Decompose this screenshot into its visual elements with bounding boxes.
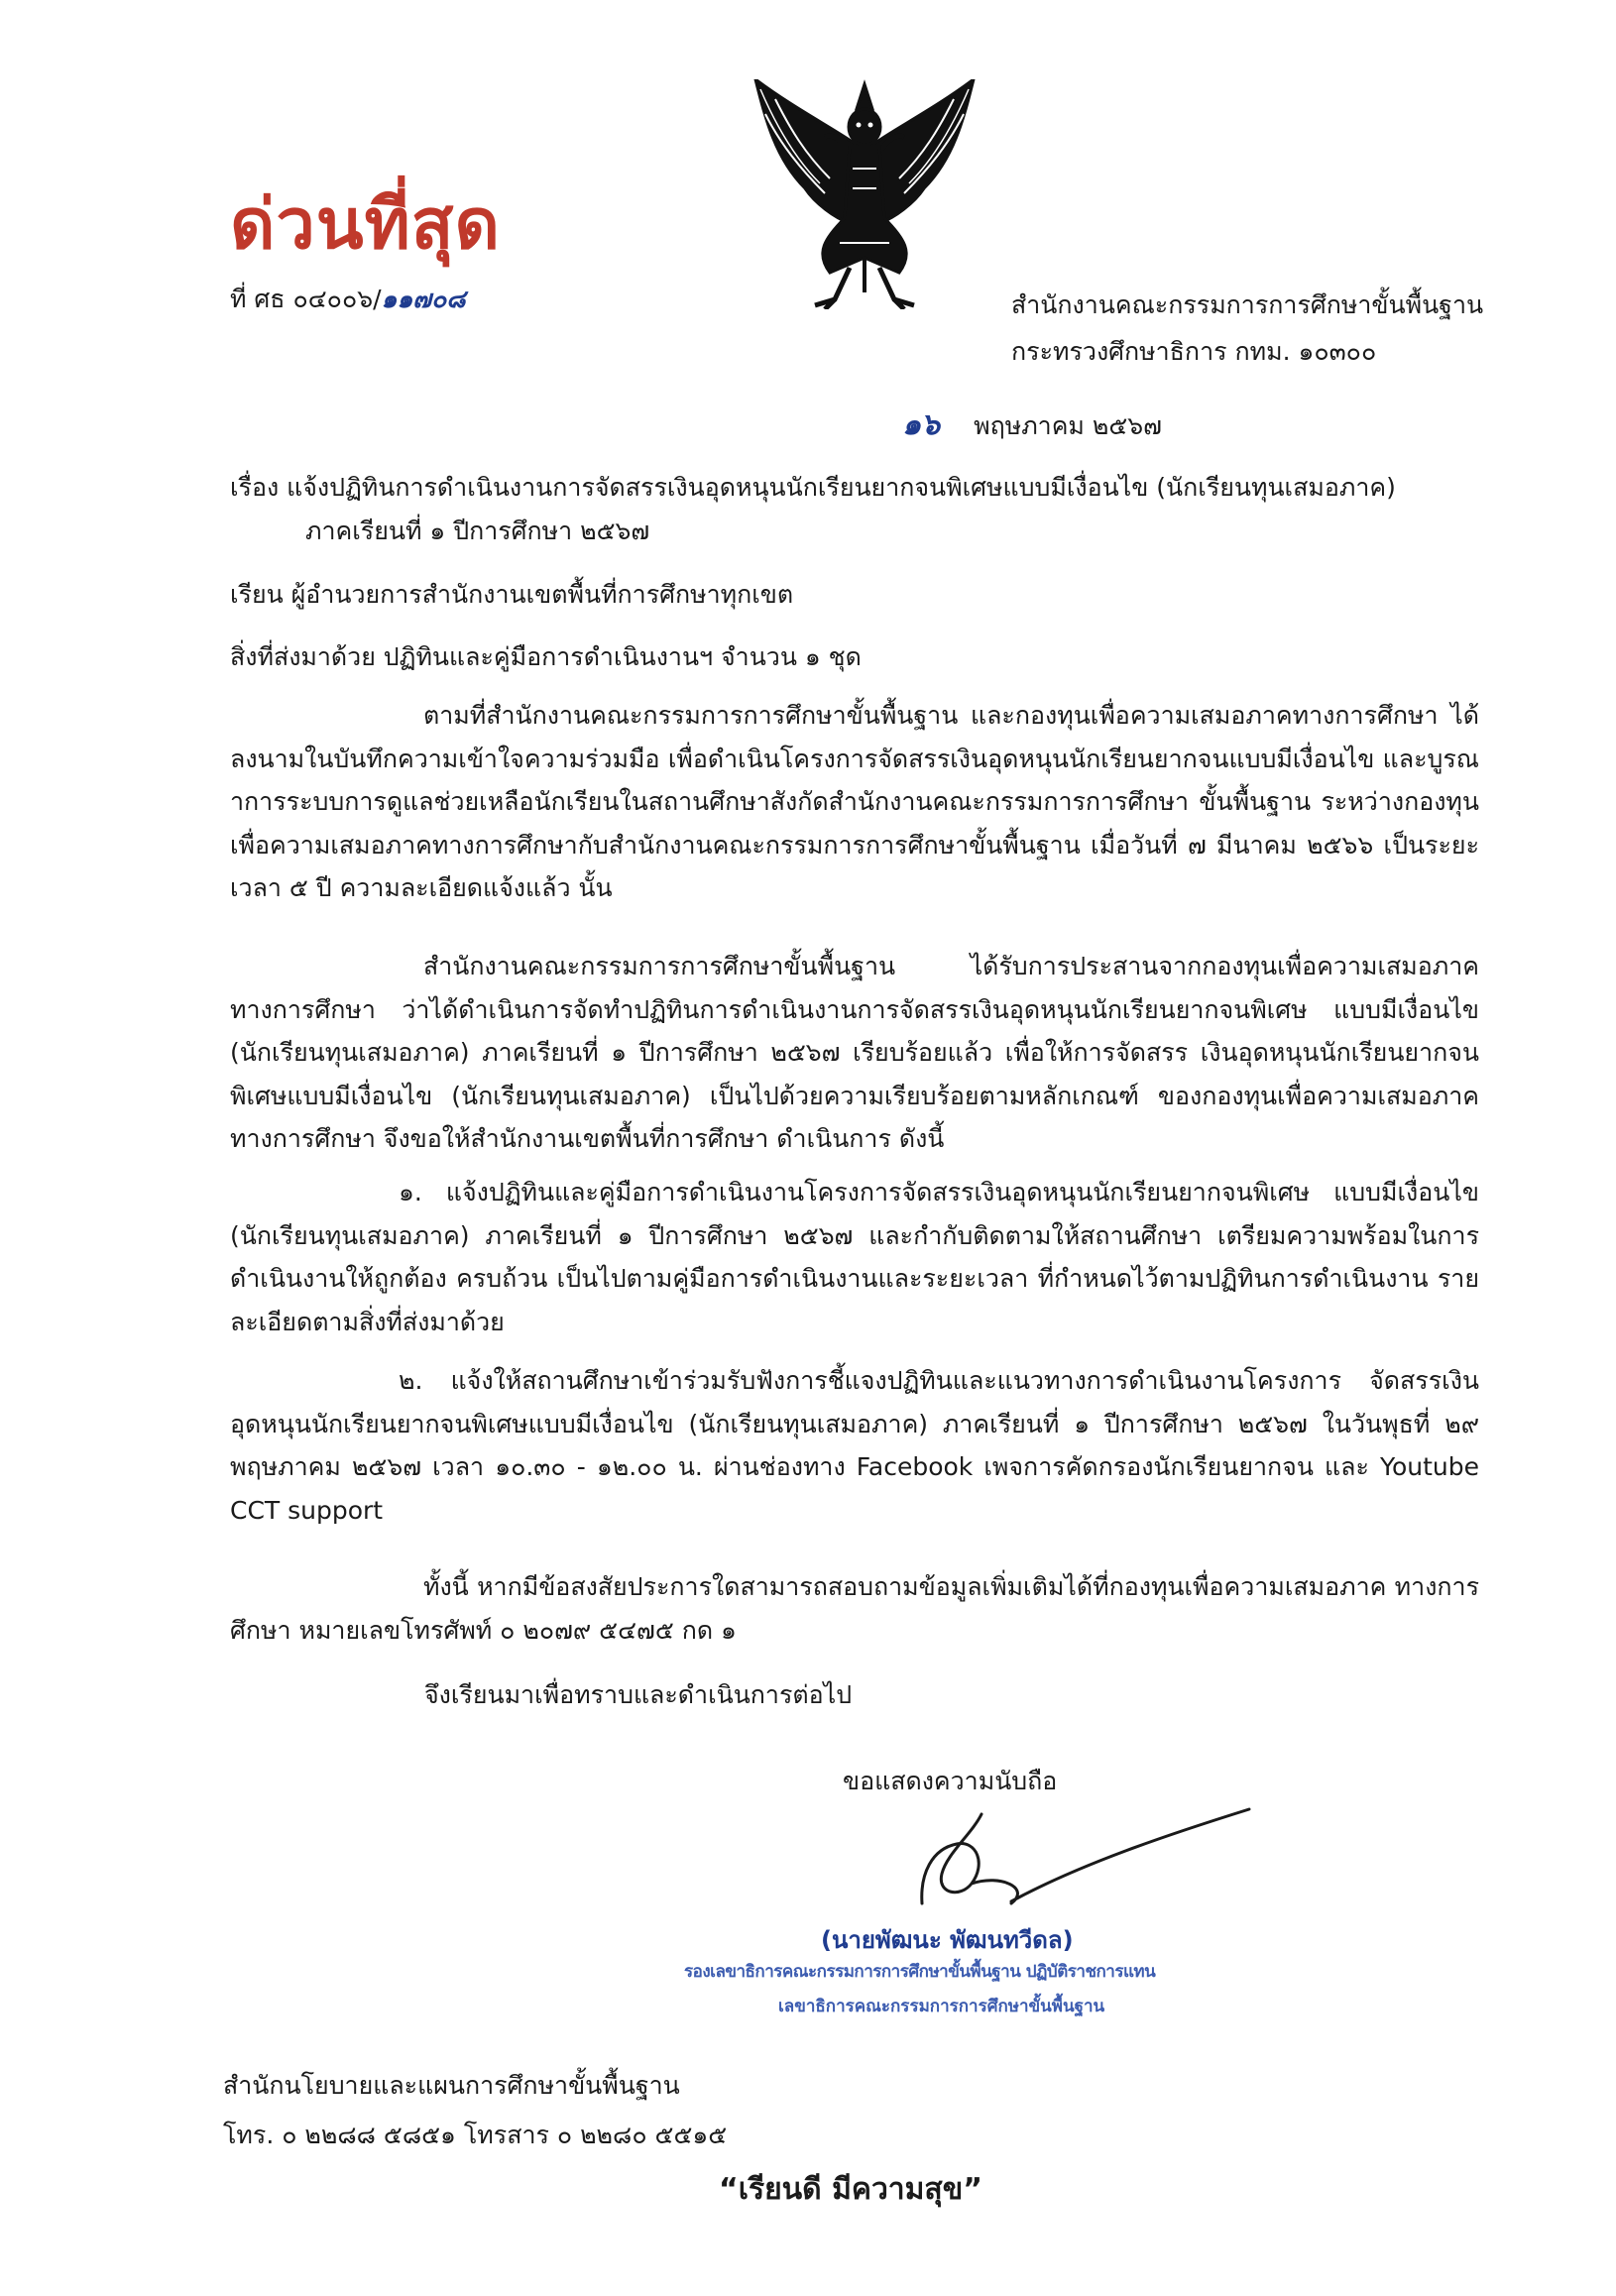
footer-motto: “เรียนดี มีความสุข” — [719, 2172, 982, 2207]
letter-date — [902, 402, 1162, 448]
body-paragraph-3 — [230, 1565, 1479, 1652]
body-paragraph-2-text: สำนักงานคณะกรรมการการศึกษาขั้นพื้นฐาน ได้รับการประสานจากกองทุนเพื่อความเสมอภาค ทางการศึกษา ว่าได้ดำเนินการจัดทำปฏิทินการดำเนินงานการจัดสรรเงินอุดหนุนนักเรียนยากจนพิเศษ แบบมีเงื่อนไข (นักเรียนทุนเสมอภาค) ภาคเรียนที่ ๑ ปีการศึกษา ๒๕๖๗ เรียบร้อยแล้ว เพื่อให้การจัดสรร เงินอุดหนุนนักเรียนยากจนพิเศษแบบมีเงื่อนไข (นักเรียนทุนเสมอภาค) เป็นไปด้วยความเรียบร้อยตามหลักเกณฑ์ ของกองทุนเพื่อความเสมอภาคทางการศึกษา จึงขอให้สำนักงานเขตพื้นที่การศึกษา ดำเนินการ ดังนี้ — [230, 952, 1479, 1153]
enclosure: สิ่งที่ส่งมาด้วย ปฏิทินและคู่มือการดำเนินงานฯ จำนวน ๑ ชุด — [230, 642, 862, 671]
date-month-year: พฤษภาคม ๒๕๖๗ — [974, 411, 1162, 440]
issuing-office: สำนักงานคณะกรรมการการศึกษาขั้นพื้นฐาน — [1011, 290, 1484, 319]
date-day-handwritten: ๑๖ — [902, 407, 941, 442]
footer-department: สำนักนโยบายและแผนการศึกษาขั้นพื้นฐาน — [223, 2071, 680, 2100]
subject-line-1: เรื่อง แจ้งปฏิทินการดำเนินงานการจัดสรรเงินอุดหนุนนักเรียนยากจนพิเศษแบบมีเงื่อนไข (นักเรียนทุนเสมอภาค) — [230, 473, 1396, 502]
subject-line-2: ภาคเรียนที่ ๑ ปีการศึกษา ๒๕๖๗ — [305, 517, 650, 545]
urgency-label: ด่วนที่สุด — [230, 183, 501, 265]
salutation: เรียน ผู้อำนวยการสำนักงานเขตพื้นที่การศึกษาทุกเขต — [230, 580, 794, 609]
footer-contact: โทร. ๐ ๒๒๘๘ ๕๘๕๑ โทรสาร ๐ ๒๒๘๐ ๕๕๑๕ — [223, 2121, 728, 2149]
body-item-2 — [230, 1359, 1479, 1532]
regards: ขอแสดงความนับถือ — [843, 1767, 1058, 1795]
garuda-emblem-icon — [746, 79, 983, 309]
body-paragraph-1-text: ตามที่สำนักงานคณะกรรมการการศึกษาขั้นพื้นฐาน และกองทุนเพื่อความเสมอภาคทางการศึกษา ได้ลงนามในบันทึกความเข้าใจความร่วมมือ เพื่อดำเนินโครงการจัดสรรเงินอุดหนุนนักเรียนยากจนแบบมีเงื่อนไข และบูรณาการระบบการดูแลช่วยเหลือนักเรียนในสถานศึกษาสังกัดสำนักงานคณะกรรมการการศึกษา ขั้นพื้นฐาน ระหว่างกองทุนเพื่อความเสมอภาคทางการศึกษากับสำนักงานคณะกรรมการการศึกษาขั้นพื้นฐาน เมื่อวันที่ ๗ มีนาคม ๒๕๖๖ เป็นระยะเวลา ๕ ปี ความละเอียดแจ้งแล้ว นั้น — [230, 701, 1479, 902]
body-item-1 — [230, 1171, 1479, 1343]
body-paragraph-3-text: ทั้งนี้ หากมีข้อสงสัยประการใดสามารถสอบถามข้อมูลเพิ่มเติมได้ที่กองทุนเพื่อความเสมอภาค ทางการศึกษา หมายเลขโทรศัพท์ ๐ ๒๐๗๙ ๕๔๗๕ กด ๑ — [230, 1572, 1479, 1645]
signer-position-2: เลขาธิการคณะกรรมการการศึกษาขั้นพื้นฐาน — [778, 1997, 1105, 2016]
signer-name: (นายพัฒนะ พัฒนทวีดล) — [821, 1926, 1074, 1954]
document-number-prefix: ที่ ศธ ๐๔๐๐๖/ — [230, 285, 382, 313]
document-number-handwritten: ๑๑๗๐๘ — [381, 285, 466, 313]
body-paragraph-1 — [230, 694, 1479, 910]
body-item-1-text: ๑. แจ้งปฏิทินและคู่มือการดำเนินงานโครงการจัดสรรเงินอุดหนุนนักเรียนยากจนพิเศษ แบบมีเงื่อนไข (นักเรียนทุนเสมอภาค) ภาคเรียนที่ ๑ ปีการศึกษา ๒๕๖๗ และกำกับติดตามให้สถานศึกษา เตรียมความพร้อมในการดำเนินงานให้ถูกต้อง ครบถ้วน เป็นไปตามคู่มือการดำเนินงานและระยะเวลา ที่กำหนดไว้ตามปฏิทินการดำเนินงาน รายละเอียดตามสิ่งที่ส่งมาด้วย — [230, 1178, 1479, 1336]
handwritten-signature — [912, 1794, 1254, 1913]
issuing-ministry-address: กระทรวงศึกษาธิการ กทม. ๑๐๓๐๐ — [1011, 337, 1377, 366]
body-paragraph-2 — [230, 945, 1479, 1161]
signer-position-1: รองเลขาธิการคณะกรรมการการศึกษาขั้นพื้นฐาน ปฏิบัติราชการแทน — [684, 1962, 1156, 1982]
body-item-2-text: ๒. แจ้งให้สถานศึกษาเข้าร่วมรับฟังการชี้แจงปฏิทินและแนวทางการดำเนินงานโครงการ จัดสรรเงินอุดหนุนนักเรียนยากจนพิเศษแบบมีเงื่อนไข (นักเรียนทุนเสมอภาค) ภาคเรียนที่ ๑ ปีการศึกษา ๒๕๖๗ ในวันพุธที่ ๒๙ พฤษภาคม ๒๕๖๗ เวลา ๑๐.๓๐ - ๑๒.๐๐ น. ผ่านช่องทาง Facebook เพจการคัดกรองนักเรียนยากจน และ Youtube CCT support — [230, 1366, 1479, 1525]
document-number — [230, 280, 466, 319]
closing-line: จึงเรียนมาเพื่อทราบและดำเนินการต่อไป — [424, 1680, 853, 1709]
